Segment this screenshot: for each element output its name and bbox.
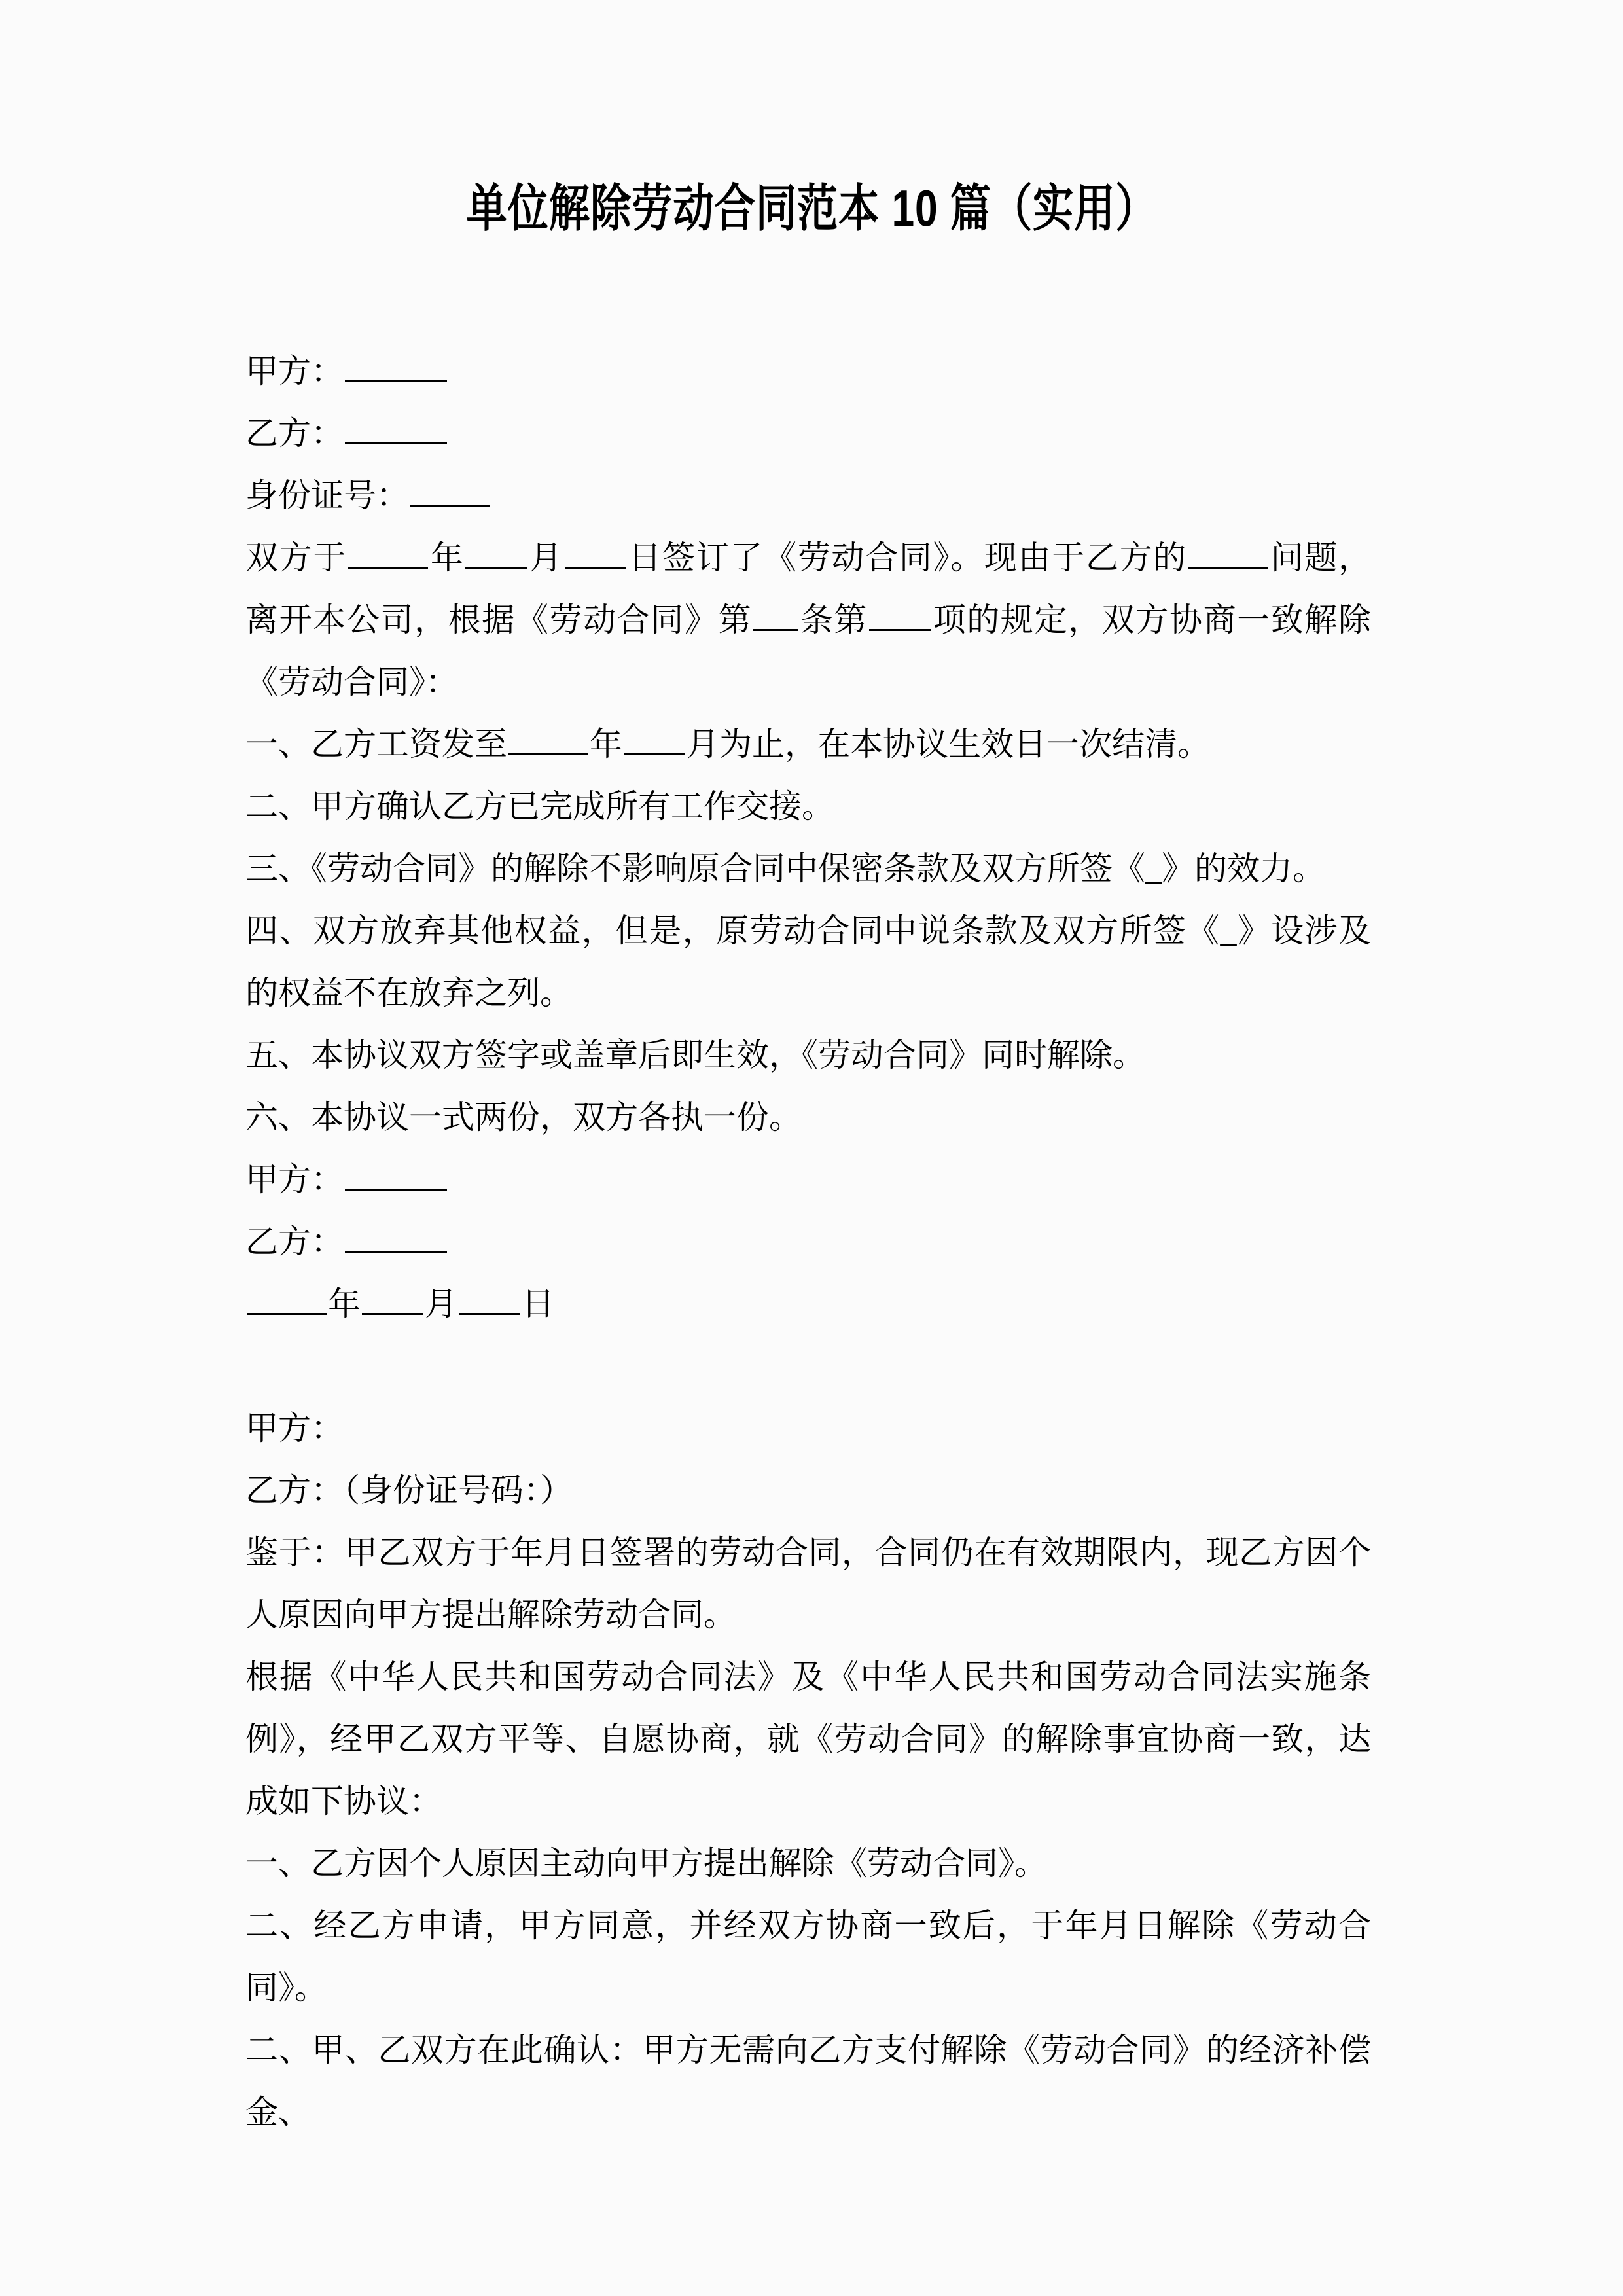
intro-seg-7: 项的规定，双方协商一致解除《劳动合同》：: [245, 601, 1372, 700]
id-number-label: 身份证号：: [245, 477, 409, 514]
intro-blank-reason: [1188, 540, 1268, 569]
intro-blank-year: [348, 540, 428, 569]
section-gap: [245, 1335, 1371, 1397]
basis-paragraph: 根据《中华人民共和国劳动合同法》及《中华人民共和国劳动合同法实施条例》，经甲乙双方平等、自愿协商，就《劳动合同》的解除事宜协商一致，达成如下协议：: [245, 1659, 1371, 1820]
intro-seg-2: 年: [429, 539, 465, 576]
intro-blank-item: [869, 602, 931, 631]
second-clause-3: 二、甲、乙双方在此确认：甲方无需向乙方支付解除《劳动合同》的经济补偿金、: [245, 2032, 1371, 2130]
signature-party-b-blank: [345, 1224, 447, 1253]
clause-1-blank-month: [624, 726, 685, 755]
second-clause-2: 二、经乙方申请，甲方同意，并经双方协商一致后，于年月日解除《劳动合同》。: [245, 1907, 1371, 2006]
signature-date-year: 年: [328, 1285, 361, 1322]
clause-5: 五、本协议双方签字或盖章后即生效，《劳动合同》同时解除。: [245, 1037, 1145, 1073]
signature-party-a-blank: [345, 1162, 447, 1191]
clause-1-seg-2: 年: [590, 726, 622, 762]
page-title: 单位解除劳动合同范本 10 篇（实用）: [466, 179, 1157, 237]
party-a-label: 甲方：: [245, 353, 344, 389]
signature-date-line: [245, 1273, 1371, 1335]
recital-paragraph: 鉴于：甲乙双方于年月日签署的劳动合同，合同仍在有效期限内，现乙方因个人原因向甲方提出解除劳动合同。: [245, 1534, 1371, 1633]
intro-paragraph: [245, 527, 1371, 713]
intro-seg-3: 月: [528, 539, 563, 576]
clause-3: 三、《劳动合同》的解除不影响原合同中保密条款及双方所签《_》的效力。: [245, 850, 1325, 887]
clause-1-seg-1: 一、乙方工资发至: [245, 726, 507, 762]
party-b-blank: [345, 416, 447, 444]
party-b-line: [245, 403, 1371, 465]
clause-6: 六、本协议一式两份，双方各执一份。: [245, 1099, 802, 1136]
signature-party-b-label: 乙方：: [245, 1223, 344, 1260]
party-a-line: [245, 340, 1371, 403]
intro-blank-day: [565, 540, 626, 569]
signature-blank-day: [459, 1286, 520, 1315]
id-number-blank: [410, 478, 490, 507]
intro-seg-1: 双方于: [245, 539, 348, 576]
signature-party-a-line: [245, 1149, 1371, 1211]
second-party-a-line: 甲方：: [245, 1410, 344, 1446]
signature-party-a-label: 甲方：: [245, 1161, 344, 1198]
clause-1: [245, 713, 1371, 776]
intro-seg-4: 日签订了《劳动合同》。现由于乙方的: [627, 539, 1187, 576]
id-number-line: [245, 465, 1371, 527]
document-body: [245, 340, 1371, 2144]
signature-date-day: 日: [522, 1285, 554, 1322]
intro-seg-6: 条第: [799, 601, 868, 638]
signature-blank-year: [247, 1286, 327, 1315]
second-party-b-line: 乙方：（身份证号码：）: [245, 1472, 573, 1509]
second-clause-1: 一、乙方因个人原因主动向甲方提出解除《劳动合同》。: [245, 1845, 1047, 1882]
intro-seg-5: 问题，离开本公司，根据《劳动合同》第: [245, 539, 1372, 638]
clause-1-seg-3: 月为止，在本协议生效日一次结清。: [687, 726, 1210, 762]
clause-2: 二、甲方确认乙方已完成所有工作交接。: [245, 788, 834, 825]
signature-date-month: 月: [425, 1285, 457, 1322]
clause-1-blank-year: [508, 726, 588, 755]
signature-blank-month: [362, 1286, 423, 1315]
clause-4: 四、双方放弃其他权益，但是，原劳动合同中说条款及双方所签《_》设涉及的权益不在放弃之列。: [245, 912, 1371, 1011]
party-a-blank: [345, 353, 447, 382]
intro-blank-month: [465, 540, 527, 569]
intro-blank-article: [753, 602, 798, 631]
signature-party-b-line: [245, 1211, 1371, 1273]
party-b-label: 乙方：: [245, 415, 344, 452]
